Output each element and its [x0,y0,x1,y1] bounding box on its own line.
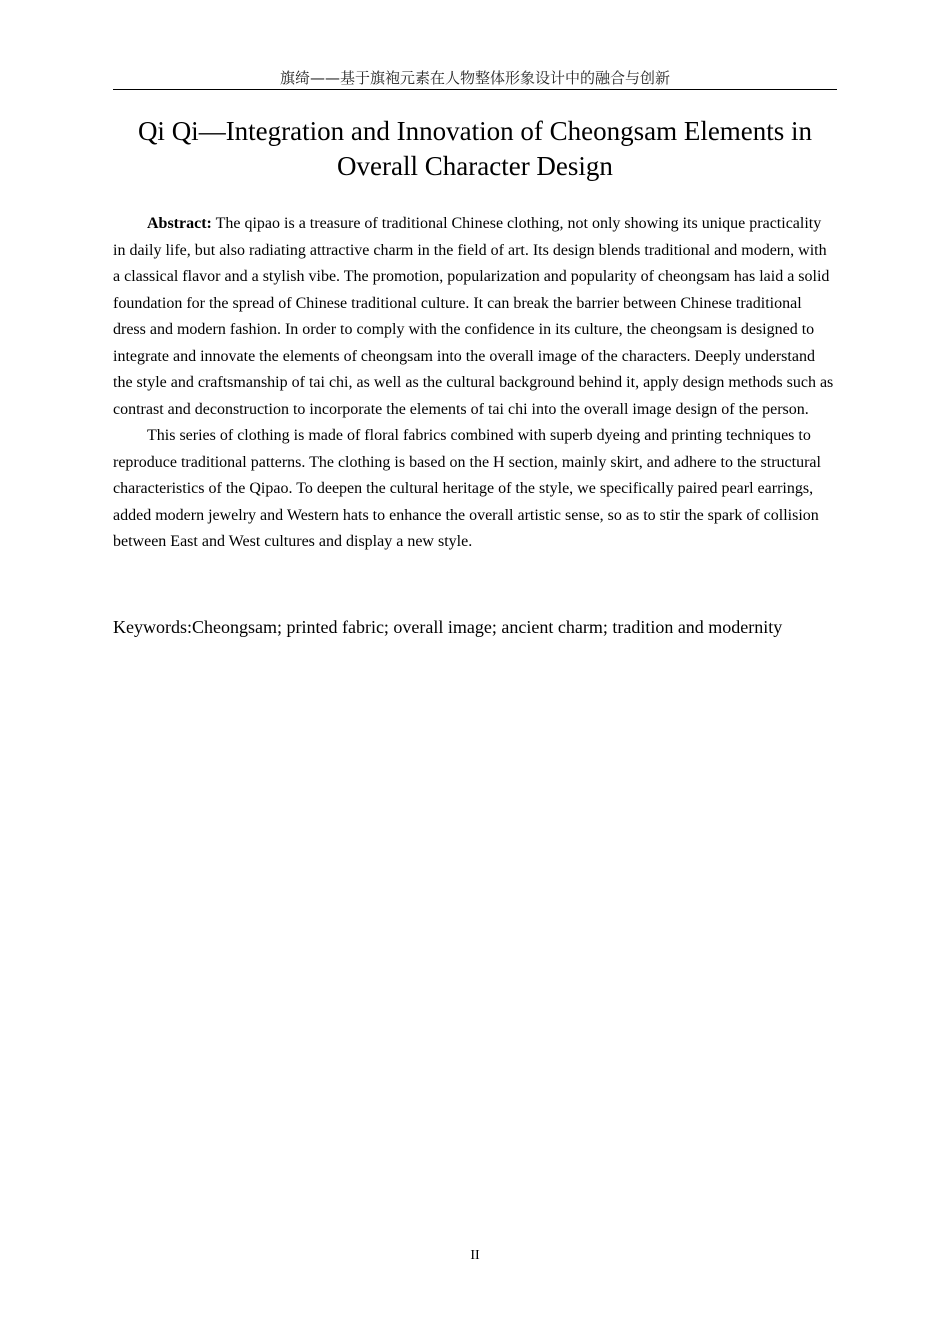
abstract-paragraph-1 [113,211,837,423]
header-rule [113,89,837,90]
page-title [113,114,837,184]
page-title-line-1: Qi Qi—Integration and Innovation of Cheongsam Elements in [137,116,813,146]
abstract-paragraph-2: This series of clothing is made of floral fabrics combined with superb dyeing and printing techniques to reproduce traditional patterns. The clothing is based on the H section, mainly skirt, and adhere to the structural characteristics of the Qipao. To deepen the cultural heritage of the style, we specifically paired pearl earrings, added modern jewelry and Western hats to enhance the overall artistic sense, so as to stir the spark of collision between East and West cultures and display a new style. [113,427,821,550]
page-number: II [470,1248,480,1263]
running-header: 旗绮——基于旗袍元素在人物整体形象设计中的融合与创新 [279,69,670,87]
abstract-paragraph-1-text: The qipao is a treasure of traditional Chinese clothing, not only showing its unique practicality in daily life, but also radiating attractive charm in the field of art. Its design blends traditional and modern, with a classical flavor and a stylish vibe. The promotion, popularization and popularity of cheongsam has laid a solid foundation for the spread of Chinese traditional culture. It can break the barrier between Chinese traditional dress and modern fashion. In order to comply with the confidence in its culture, the cheongsam is designed to integrate and innovate the elements of cheongsam into the overall image of the characters. Deeply understand the style and craftsmanship of tai chi, as well as the cultural background behind it, apply design methods such as contrast and deconstruction to incorporate the elements of tai chi into the overall image design of the person. [113,215,834,418]
page-title-line-2: Overall Character Design [337,151,613,181]
abstract-label: Abstract: [147,215,212,232]
keywords: Keywords:Cheongsam; printed fabric; overall image; ancient charm; tradition and modernity [113,617,783,637]
abstract-section [113,211,837,556]
